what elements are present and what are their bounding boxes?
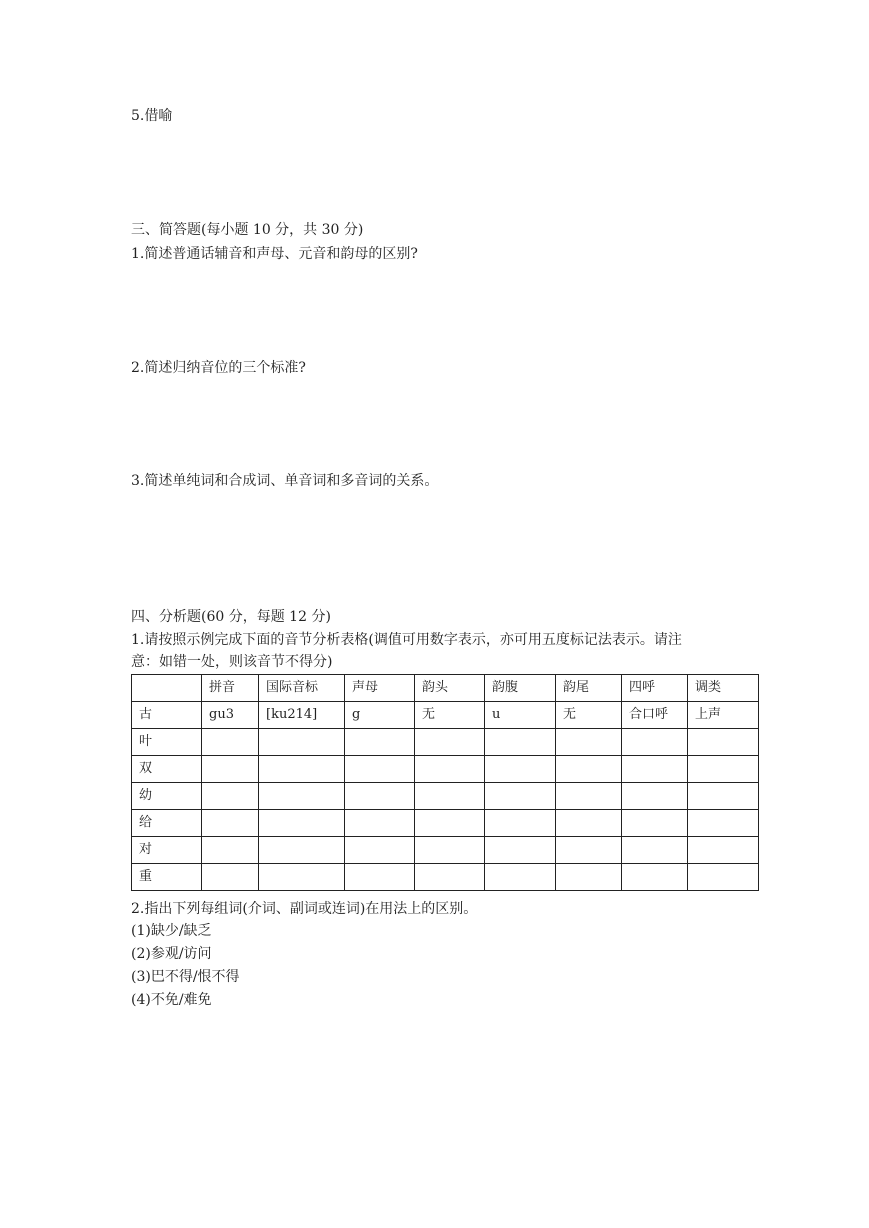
short-answer-question-3: 3.简述单纯词和合成词、单音词和多音词的关系。 (131, 473, 439, 489)
table-cell (556, 783, 622, 810)
table-cell: 韵腹 (485, 675, 556, 702)
section-3-heading: 三、简答题(每小题 10 分，共 30 分) (131, 222, 364, 238)
table-cell (202, 810, 259, 837)
table-cell: u (485, 702, 556, 729)
table-row (132, 864, 759, 891)
table-cell (202, 729, 259, 756)
table-cell (259, 810, 345, 837)
table-cell: 国际音标 (259, 675, 345, 702)
table-cell (345, 729, 415, 756)
section-4-heading: 四、分析题(60 分，每题 12 分) (131, 609, 331, 625)
table-cell: 上声 (688, 702, 759, 729)
table-cell (556, 810, 622, 837)
question-5-borrowed-metaphor: 5.借喻 (131, 108, 173, 124)
table-cell: 叶 (132, 729, 202, 756)
table-cell (415, 756, 485, 783)
table-cell: 对 (132, 837, 202, 864)
syllable-analysis-table (131, 674, 759, 891)
table-cell (622, 837, 688, 864)
table-cell (132, 675, 202, 702)
table-cell (202, 756, 259, 783)
table-cell: 给 (132, 810, 202, 837)
table-row (132, 702, 759, 729)
table-cell (415, 783, 485, 810)
table-cell: 合口呼 (622, 702, 688, 729)
table-row (132, 756, 759, 783)
table-cell (259, 729, 345, 756)
table-cell (202, 864, 259, 891)
syllable-table-body (132, 675, 759, 891)
table-cell: 幼 (132, 783, 202, 810)
table-cell (415, 729, 485, 756)
table-cell (485, 756, 556, 783)
table-cell: 韵尾 (556, 675, 622, 702)
table-cell (345, 783, 415, 810)
table-cell: 无 (556, 702, 622, 729)
table-cell (345, 756, 415, 783)
table-cell (688, 783, 759, 810)
analysis-question-1-line-2: 意：如错一处，则该音节不得分) (131, 654, 333, 670)
table-cell: gu3 (202, 702, 259, 729)
table-cell (202, 837, 259, 864)
table-cell: g (345, 702, 415, 729)
table-cell: 拼音 (202, 675, 259, 702)
table-row (132, 810, 759, 837)
word-pair-3: (3)巴不得/恨不得 (131, 969, 240, 985)
table-cell (345, 810, 415, 837)
table-cell (259, 864, 345, 891)
table-cell (688, 756, 759, 783)
table-cell (415, 837, 485, 864)
table-cell: 声母 (345, 675, 415, 702)
table-cell (688, 810, 759, 837)
table-cell: 无 (415, 702, 485, 729)
analysis-question-1-line-1: 1.请按照示例完成下面的音节分析表格(调值可用数字表示，亦可用五度标记法表示。请注 (131, 632, 682, 648)
analysis-question-2: 2.指出下列每组词(介词、副词或连词)在用法上的区别。 (131, 901, 478, 917)
table-cell (259, 756, 345, 783)
table-cell (259, 783, 345, 810)
word-pair-1: (1)缺少/缺乏 (131, 923, 212, 939)
table-cell (622, 810, 688, 837)
table-cell: [ku214] (259, 702, 345, 729)
table-cell (345, 864, 415, 891)
table-cell (622, 864, 688, 891)
table-cell (556, 864, 622, 891)
table-cell (688, 729, 759, 756)
table-cell (556, 756, 622, 783)
table-cell: 调类 (688, 675, 759, 702)
table-row (132, 837, 759, 864)
table-row (132, 783, 759, 810)
table-cell (622, 729, 688, 756)
short-answer-question-2: 2.简述归纳音位的三个标准? (131, 360, 306, 376)
table-cell (415, 810, 485, 837)
table-header-row (132, 675, 759, 702)
table-cell: 四呼 (622, 675, 688, 702)
table-cell (688, 837, 759, 864)
table-cell (556, 729, 622, 756)
table-cell (485, 783, 556, 810)
table-cell (622, 783, 688, 810)
table-cell: 古 (132, 702, 202, 729)
table-cell (556, 837, 622, 864)
table-cell: 韵头 (415, 675, 485, 702)
table-cell (202, 783, 259, 810)
short-answer-question-1: 1.简述普通话辅音和声母、元音和韵母的区别? (131, 246, 418, 262)
word-pair-4: (4)不免/难免 (131, 992, 212, 1008)
table-cell: 双 (132, 756, 202, 783)
table-cell (485, 810, 556, 837)
table-cell (622, 756, 688, 783)
table-cell (688, 864, 759, 891)
word-pair-2: (2)参观/访问 (131, 946, 212, 962)
table-cell (259, 837, 345, 864)
table-cell (485, 864, 556, 891)
table-row (132, 729, 759, 756)
table-cell (485, 729, 556, 756)
table-cell (485, 837, 556, 864)
table-cell (415, 864, 485, 891)
table-cell (345, 837, 415, 864)
table-cell: 重 (132, 864, 202, 891)
